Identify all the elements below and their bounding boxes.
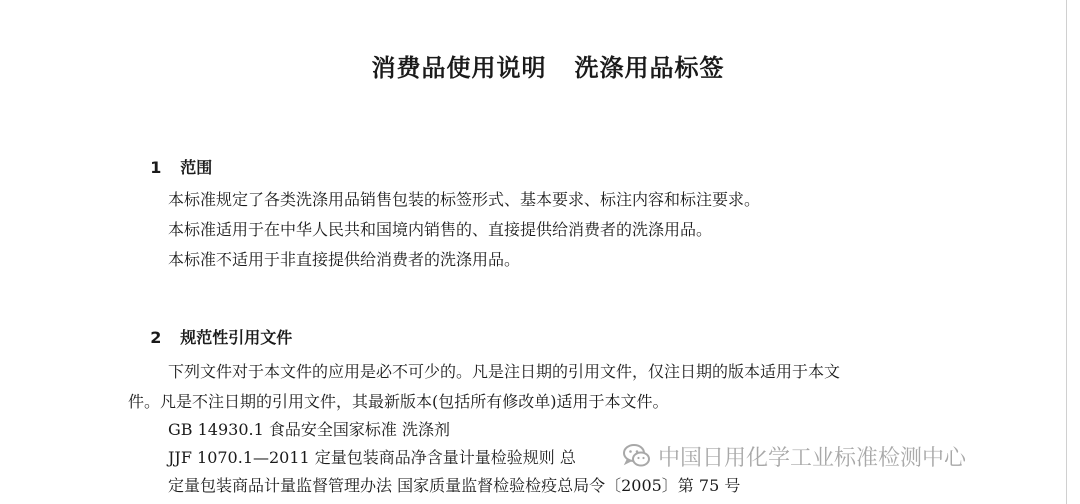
watermark-text: 中国日用化学工业标准检测中心 <box>658 445 967 471</box>
section-1-title: 范围 <box>180 158 213 177</box>
reference-item: 定量包装商品计量监督管理办法 国家质量监督检验检疫总局令〔2005〕第 75 号 <box>168 476 741 495</box>
reference-item: JJF 1070.1—2011 定量包装商品净含量计量检验规则 总 <box>168 448 576 467</box>
section-1-number: 1 <box>150 158 162 177</box>
scope-paragraph-2: 本标准适用于在中华人民共和国境内销售的、直接提供给消费者的洗涤用品。 <box>168 220 713 239</box>
section-2-number: 2 <box>150 328 162 347</box>
references-intro-line-1: 下列文件对于本文件的应用是必不可少的。凡是注日期的引用文件，仅注日期的版本适用于本文 <box>168 362 841 381</box>
section-2-heading <box>128 306 292 367</box>
reference-item: GB 14930.1 食品安全国家标准 洗涤剂 <box>168 420 450 439</box>
wechat-icon <box>622 441 652 471</box>
document-title: 消费品使用说明 洗涤用品标签 <box>371 54 725 82</box>
references-intro-line-2: 件。凡是不注日期的引用文件，其最新版本(包括所有修改单)适用于本文件。 <box>128 392 669 411</box>
watermark <box>622 436 966 476</box>
section-1-heading <box>128 136 212 197</box>
scope-paragraph-3: 本标准不适用于非直接提供给消费者的洗涤用品。 <box>168 250 521 269</box>
section-2-title: 规范性引用文件 <box>180 328 293 347</box>
scope-paragraph-1: 本标准规定了各类洗涤用品销售包装的标签形式、基本要求、标注内容和标注要求。 <box>168 190 761 209</box>
